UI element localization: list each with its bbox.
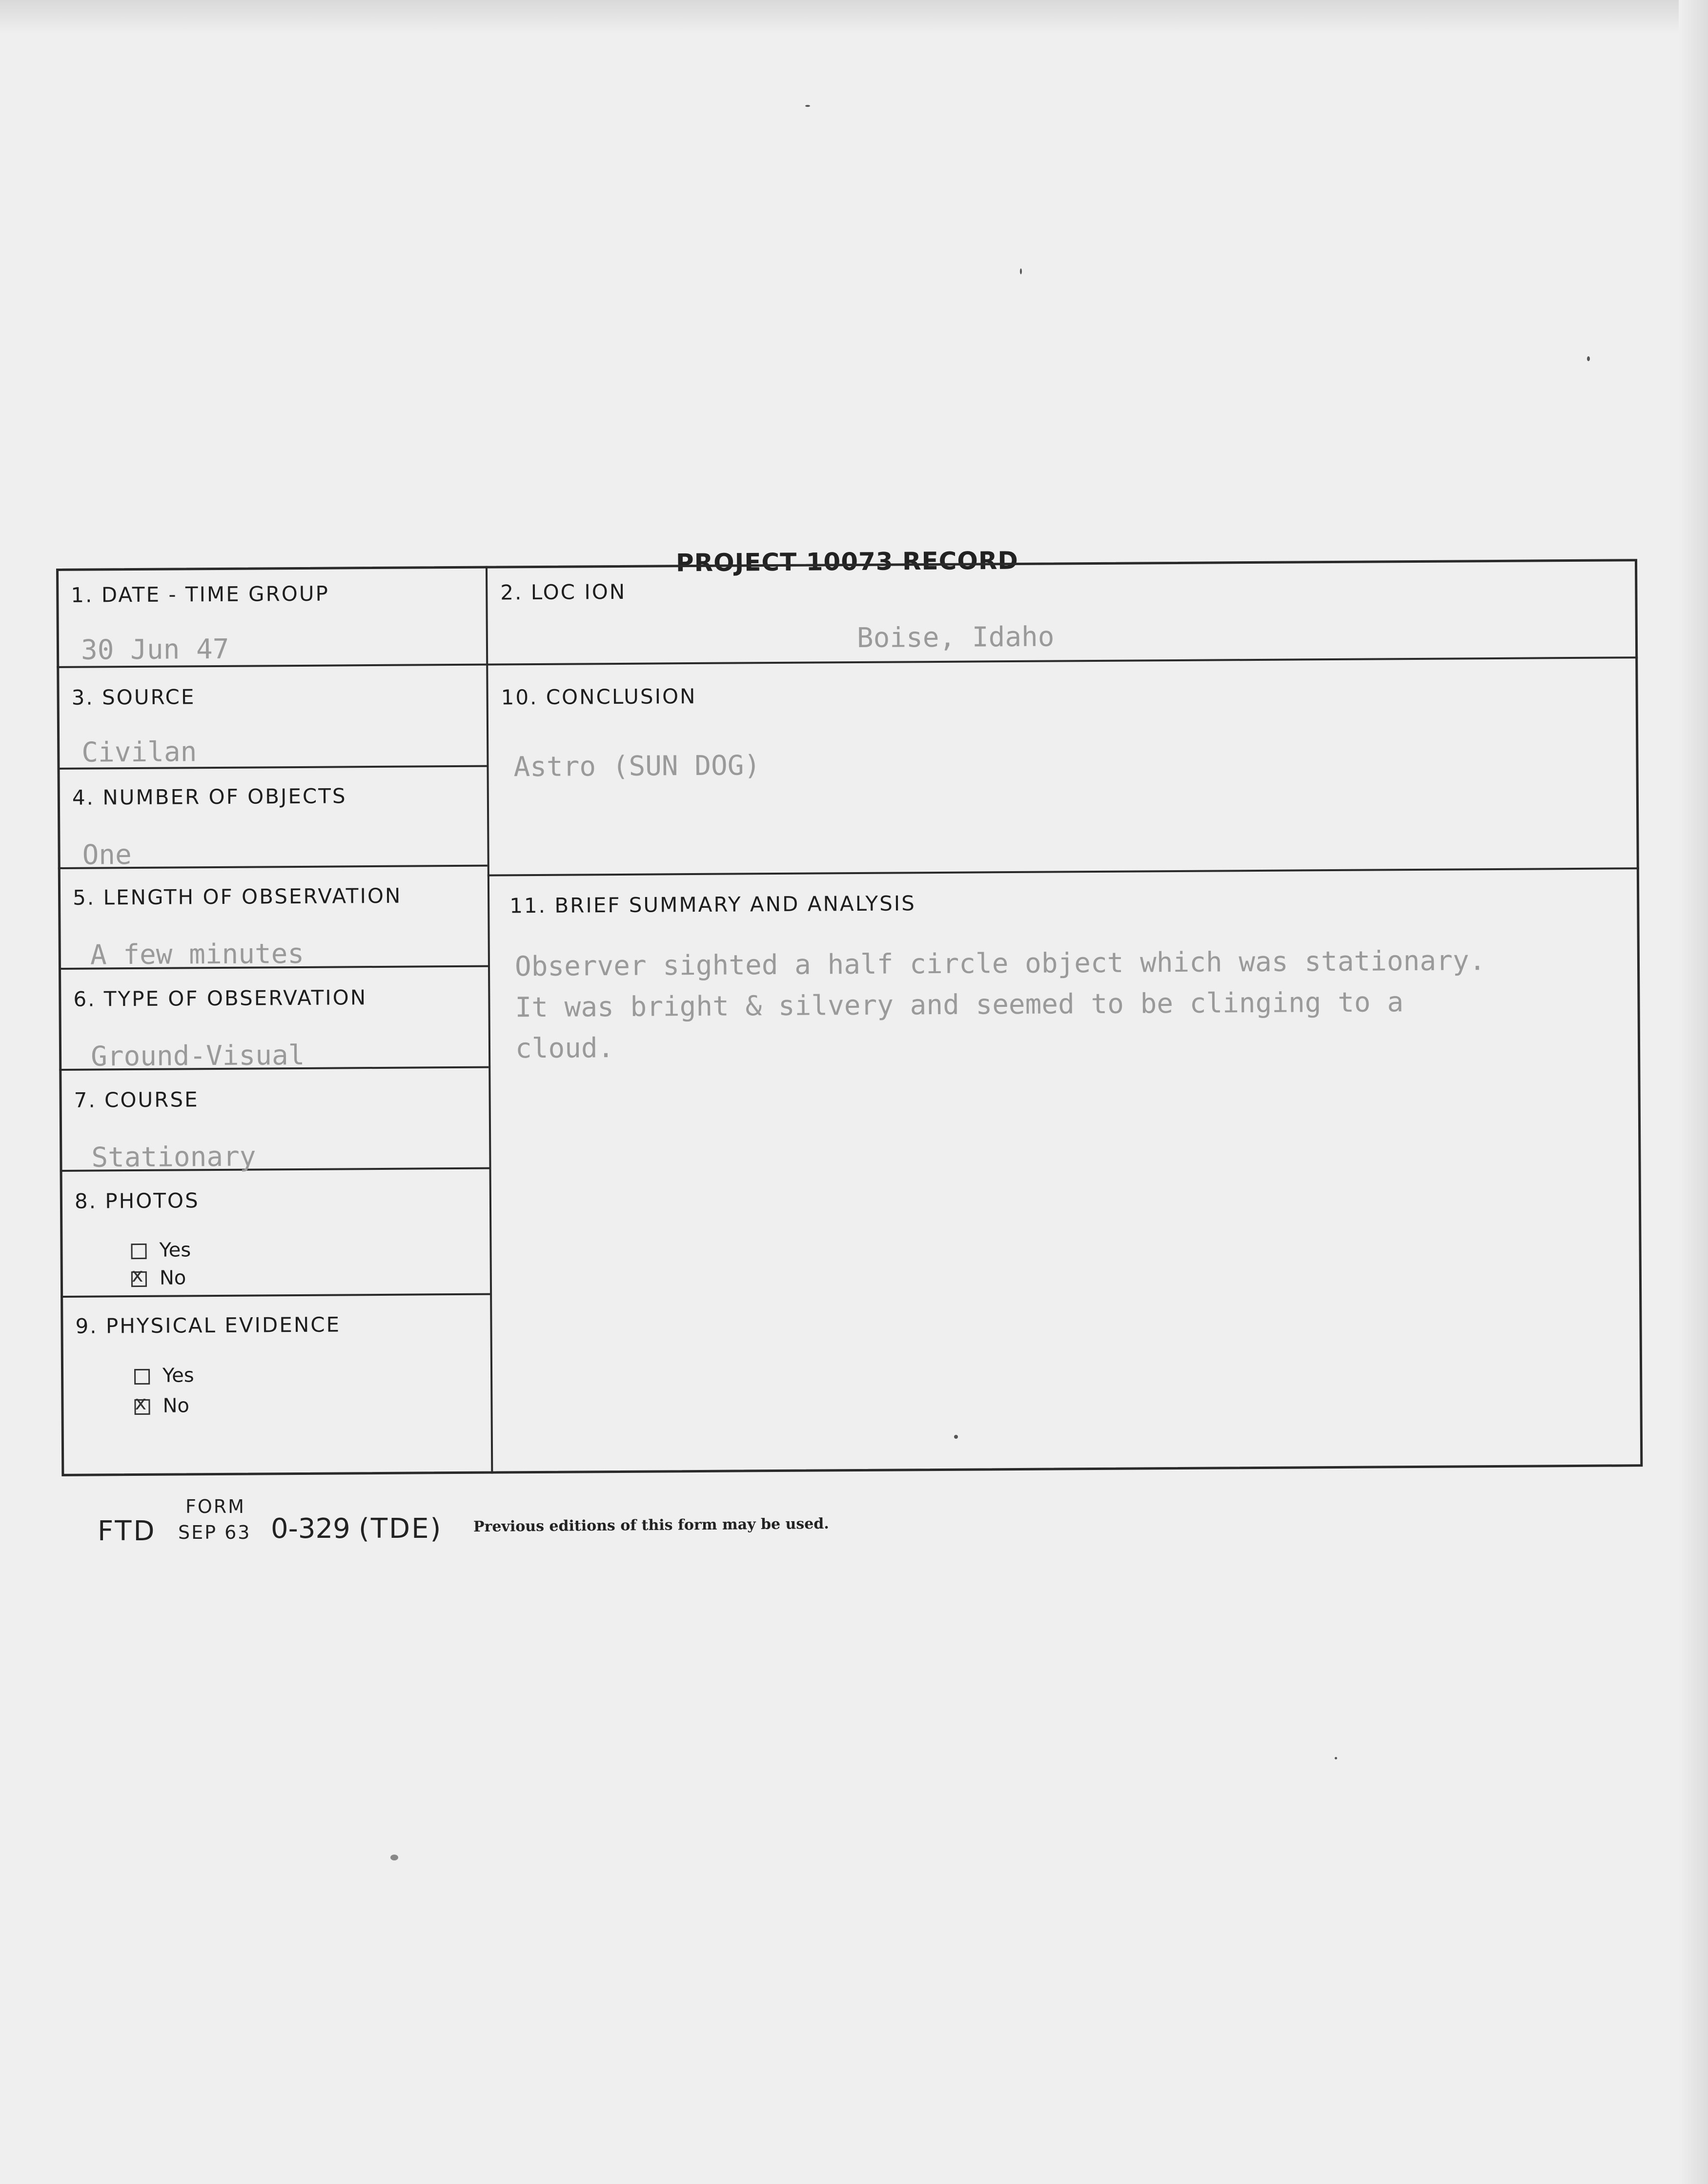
scan-speck <box>1335 1757 1337 1759</box>
photos-yes-option[interactable] <box>131 1239 191 1262</box>
footer-office: (TDE) <box>359 1513 443 1545</box>
record-form <box>56 559 1643 1476</box>
page-top-edge <box>0 0 1708 34</box>
scan-speck <box>954 1435 958 1439</box>
footer-date: SEP 63 <box>178 1522 251 1543</box>
number-of-objects-label: 4. NUMBER OF OBJECTS <box>72 784 347 810</box>
footer-org: FTD <box>98 1515 157 1547</box>
photos-no-option[interactable] <box>131 1266 186 1289</box>
physical-evidence-no-label: No <box>163 1394 190 1417</box>
type-of-observation-value: Ground-Visual <box>90 1039 305 1073</box>
location-value: Boise, Idaho <box>856 621 1055 654</box>
number-of-objects-value: One <box>82 839 132 871</box>
scan-speck <box>390 1855 398 1860</box>
date-time-group-value: 30 Jun 47 <box>81 633 229 666</box>
scan-speck <box>805 105 810 107</box>
physical-evidence-no-option[interactable] <box>134 1394 189 1417</box>
summary-line-3: cloud. <box>515 1032 614 1065</box>
footer-form-number: 0-329 <box>271 1513 350 1545</box>
course-label: 7. COURSE <box>74 1087 199 1112</box>
footer-note: Previous editions of this form may be used. <box>473 1515 829 1536</box>
summary-label: 11. BRIEF SUMMARY AND ANALYSIS <box>509 891 916 918</box>
scan-speck <box>1587 356 1590 361</box>
photos-label: 8. PHOTOS <box>74 1188 200 1213</box>
physical-evidence-no-checkbox[interactable] <box>134 1399 150 1415</box>
source-value: Civilan <box>81 736 197 769</box>
photos-yes-checkbox[interactable] <box>131 1244 146 1259</box>
scan-speck <box>1020 268 1022 274</box>
course-value: Stationary <box>91 1141 256 1174</box>
length-of-observation-value: A few minutes <box>90 938 305 971</box>
physical-evidence-label: 9. PHYSICAL EVIDENCE <box>75 1312 341 1338</box>
photos-yes-label: Yes <box>159 1239 191 1262</box>
physical-evidence-yes-option[interactable] <box>134 1364 194 1387</box>
record-title: PROJECT 10073 RECORD <box>675 546 1019 577</box>
source-label: 3. SOURCE <box>71 685 196 710</box>
conclusion-value: Astro (SUN DOG) <box>513 750 761 783</box>
conclusion-label: 10. CONCLUSION <box>501 684 697 710</box>
type-of-observation-label: 6. TYPE OF OBSERVATION <box>73 985 367 1011</box>
page-right-edge <box>1679 0 1708 2184</box>
location-label: 2. LOC ION <box>500 579 627 605</box>
photos-no-checkbox[interactable] <box>131 1271 147 1287</box>
physical-evidence-yes-label: Yes <box>162 1364 194 1387</box>
date-time-group-label: 1. DATE - TIME GROUP <box>71 581 330 607</box>
footer-form-word: FORM <box>185 1496 245 1517</box>
summary-line-2: It was bright & silvery and seemed to be clinging to a <box>515 986 1404 1024</box>
summary-line-1: Observer sighted a half circle object which was stationary. <box>514 945 1486 983</box>
photos-no-label: No <box>159 1266 186 1289</box>
length-of-observation-label: 5. LENGTH OF OBSERVATION <box>72 883 402 910</box>
physical-evidence-yes-checkbox[interactable] <box>134 1369 150 1385</box>
